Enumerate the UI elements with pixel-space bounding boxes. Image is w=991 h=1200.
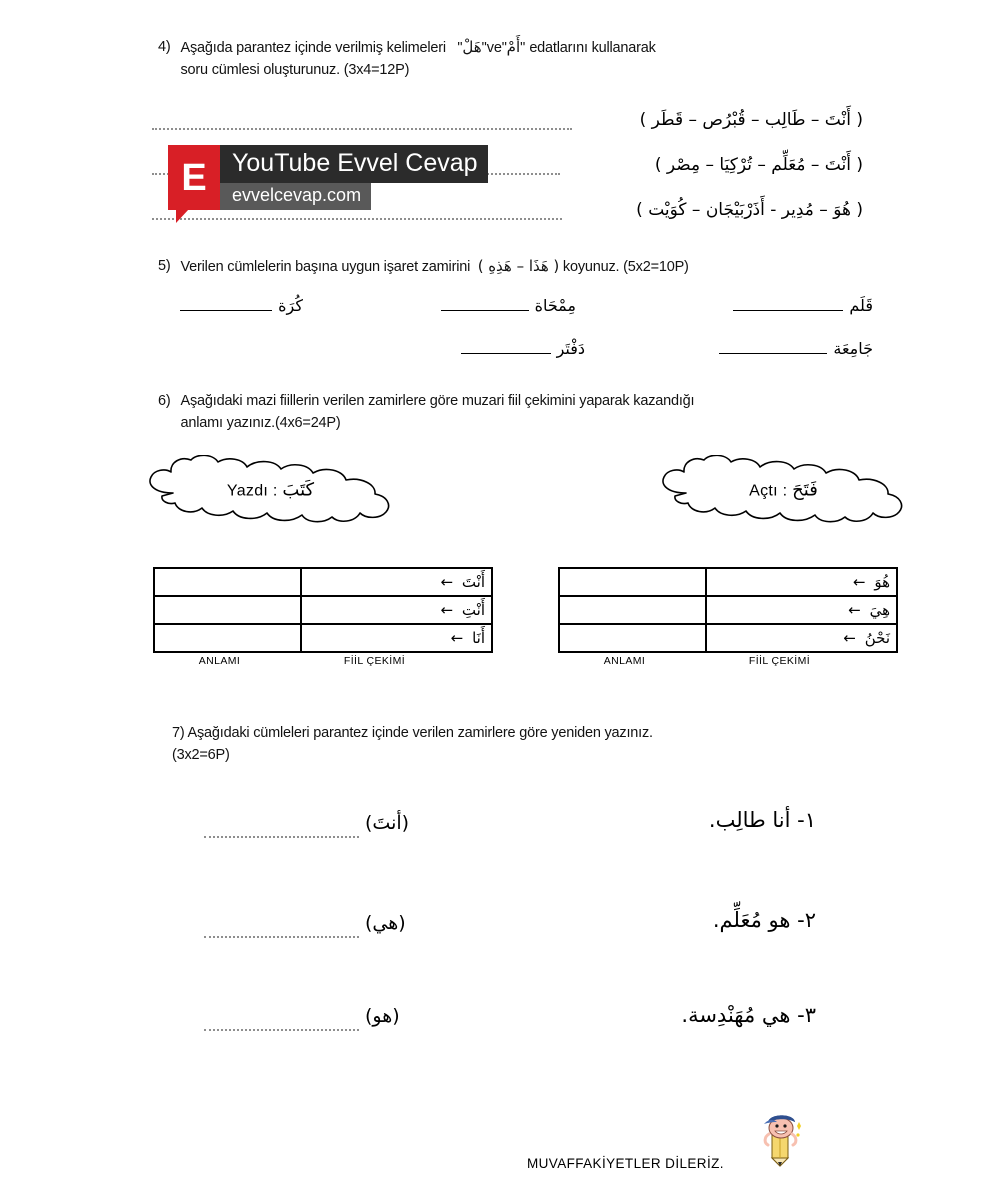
- watermark-logo-letter: E: [181, 156, 207, 199]
- question-4-between: ve: [486, 40, 502, 56]
- q5-blank-kalem[interactable]: [733, 298, 873, 314]
- question-4-particle-hal: هَلْ: [462, 38, 482, 56]
- pronoun-ente: أَنْتَ: [461, 573, 485, 591]
- q5-word-kura: كُرَة: [278, 296, 303, 315]
- footer-message: MUVAFFAKİYETLER DİLERİZ.: [527, 1156, 724, 1171]
- cekim-cell-right-3[interactable]: [706, 624, 897, 652]
- q5-blank-camia[interactable]: [719, 341, 873, 357]
- pronoun-hiye: هِيَ: [869, 601, 890, 619]
- table-row[interactable]: [559, 568, 897, 596]
- question-7-line2: (3x2=6P): [172, 747, 230, 764]
- cloud-left-arabic: كَتَبَ: [282, 479, 315, 501]
- conjugation-table-left-headers: [153, 655, 463, 667]
- q4-wordlist-1: ( أَنْتَ – طَالِب – قُبْرُص – قَطَر ): [639, 110, 863, 130]
- q7-sentence-3: ٣- هي مُهَنْدِسة.: [681, 1003, 816, 1027]
- cekim-cell-right-2[interactable]: [706, 596, 897, 624]
- question-5-text-b: koyunuz. (5x2=10P): [562, 259, 689, 275]
- table-row[interactable]: [154, 568, 492, 596]
- anlami-cell-right-3[interactable]: [559, 624, 706, 652]
- q7-pronoun-2: (هي): [365, 912, 406, 934]
- q5-rule-camia[interactable]: [719, 353, 827, 354]
- header-cekim-right: FİİL ÇEKİMİ: [748, 655, 811, 667]
- conjugation-table-left-wrap: [153, 567, 493, 667]
- question-7-line1: 7) Aşağıdaki cümleleri parantez içinde verilen zamirlere göre yeniden yazınız.: [172, 725, 653, 741]
- cloud-right-separator: :: [782, 482, 788, 500]
- q5-blank-kura[interactable]: [180, 298, 303, 314]
- header-anlami-left: ANLAMI: [198, 655, 241, 667]
- watermark-title: YouTube Evvel Cevap: [220, 145, 488, 183]
- anlami-cell-right-1[interactable]: [559, 568, 706, 596]
- anlami-cell-right-2[interactable]: [559, 596, 706, 624]
- q7-pronoun-3: (هو): [365, 1005, 400, 1027]
- cloud-left-separator: :: [272, 482, 278, 500]
- cloud-right-turkish: Açtı: [749, 482, 778, 500]
- cloud-left-turkish: Yazdı: [226, 482, 269, 500]
- question-6-number: 6): [158, 393, 171, 409]
- question-6-prompt: [158, 390, 878, 435]
- arrow-left-icon-1: ←: [440, 573, 454, 591]
- watermark-text-block: [220, 145, 488, 210]
- pronoun-nahnu: نَحْنُ: [864, 629, 890, 647]
- cekim-cell-left-3[interactable]: [301, 624, 492, 652]
- pronoun-huve: هُوَ: [874, 573, 890, 591]
- watermark-subtitle: evvelcevap.com: [220, 183, 371, 210]
- conjugation-table-left: [153, 567, 493, 653]
- header-anlami-right: ANLAMI: [603, 655, 646, 667]
- question-6-line1: Aşağıdaki mazi fiillerin verilen zamirlere göre muzari fiil çekimini yaparak kazandığı: [180, 393, 695, 409]
- arrow-right-icon-3: ←: [843, 629, 856, 647]
- arrow-left-icon-2: ←: [440, 601, 454, 619]
- conjugation-table-right: [558, 567, 898, 653]
- verb-cloud-left-label: [133, 480, 408, 501]
- cekim-cell-left-2[interactable]: [301, 596, 492, 624]
- question-6-line2: anlamı yazınız.(4x6=24P): [180, 415, 341, 432]
- q4-answer-dotline-3[interactable]: [152, 218, 562, 220]
- q5-word-kalem: قَلَم: [849, 296, 873, 315]
- table-row[interactable]: [154, 624, 492, 652]
- conjugation-table-right-wrap: [558, 567, 898, 667]
- question-4-prompt: [158, 36, 858, 82]
- q7-answer-dotline-2[interactable]: [204, 936, 359, 938]
- question-5-number: 5): [158, 258, 171, 274]
- cekim-cell-left-1[interactable]: [301, 568, 492, 596]
- q5-rule-mimhat[interactable]: [441, 310, 529, 311]
- q5-blank-mimhat[interactable]: [441, 298, 576, 314]
- pencil-mascot-icon: [758, 1108, 804, 1170]
- conjugation-table-right-headers: [558, 655, 868, 667]
- question-5-demonstratives: ( هَذَا – هَذِهِ ): [477, 257, 560, 275]
- q5-blank-defter[interactable]: [461, 341, 585, 357]
- watermark-logo-icon: [168, 145, 220, 210]
- question-4-text: Aşağıda parantez içinde verilmiş kelimeleri "هَلْ"ve"أَمْ" edatlarını kullanarak soru cümlesi oluşturunuz. (3x4=12P): [180, 38, 656, 79]
- q5-word-mimhat: مِمْحَاة: [534, 296, 576, 315]
- question-5-prompt: [158, 255, 898, 278]
- verb-cloud-right: [646, 455, 921, 525]
- q5-rule-kura[interactable]: [180, 310, 272, 311]
- q7-pronoun-1: (أنتَ): [365, 812, 410, 834]
- question-6-text: [181, 390, 879, 435]
- question-4-particle-am: أَمْ: [506, 38, 521, 56]
- header-cekim-left: FİİL ÇEKİMİ: [343, 655, 406, 667]
- question-4-number: 4): [158, 39, 171, 55]
- q7-answer-dotline-3[interactable]: [204, 1029, 359, 1031]
- verb-cloud-right-label: [646, 480, 921, 501]
- pronoun-ena: أَنَا: [472, 629, 485, 647]
- arrow-right-icon-2: ←: [848, 601, 861, 619]
- q4-wordlist-3: ( هُوَ – مُدِير - أَذَرْبَيْجَان – كُوَيْت ): [636, 200, 863, 220]
- arrow-right-icon-1: ←: [852, 573, 866, 591]
- table-row[interactable]: [154, 596, 492, 624]
- q7-answer-dotline-1[interactable]: [204, 836, 359, 838]
- anlami-cell-left-1[interactable]: [154, 568, 301, 596]
- question-5-text: [181, 255, 899, 278]
- question-4-line2: soru cümlesi oluşturunuz. (3x4=12P): [180, 62, 410, 79]
- arrow-left-icon-3: ←: [450, 629, 464, 647]
- question-7-prompt: [172, 722, 892, 767]
- question-5-text-a: Verilen cümlelerin başına uygun işaret zamirini: [180, 259, 471, 275]
- question-4-line1b: edatlarını kullanarak: [529, 40, 656, 56]
- q5-word-defter: دَفْتَر: [556, 339, 585, 358]
- question-4-line1a: Aşağıda parantez içinde verilmiş kelimeleri: [180, 40, 446, 56]
- anlami-cell-left-3[interactable]: [154, 624, 301, 652]
- q5-rule-kalem[interactable]: [733, 310, 843, 311]
- cekim-cell-right-1[interactable]: [706, 568, 897, 596]
- q4-answer-dotline-1[interactable]: [152, 128, 572, 130]
- q7-sentence-2: ٢- هو مُعَلِّم.: [712, 908, 816, 932]
- table-row[interactable]: [559, 596, 897, 624]
- q5-word-camia: جَامِعَة: [833, 339, 873, 358]
- q4-wordlist-2: ( أَنْتَ – مُعَلِّم – تُرْكِيَا – مِصْر ): [654, 155, 863, 175]
- anlami-cell-left-2[interactable]: [154, 596, 301, 624]
- verb-cloud-left: [133, 455, 408, 525]
- watermark-overlay: [168, 145, 488, 210]
- cloud-right-arabic: فَتَحَ: [792, 479, 818, 501]
- table-row[interactable]: [559, 624, 897, 652]
- q5-rule-defter[interactable]: [461, 353, 551, 354]
- q7-sentence-1: ١- أنا طالِب.: [708, 808, 816, 832]
- pronoun-enti: أَنْتِ: [461, 601, 485, 619]
